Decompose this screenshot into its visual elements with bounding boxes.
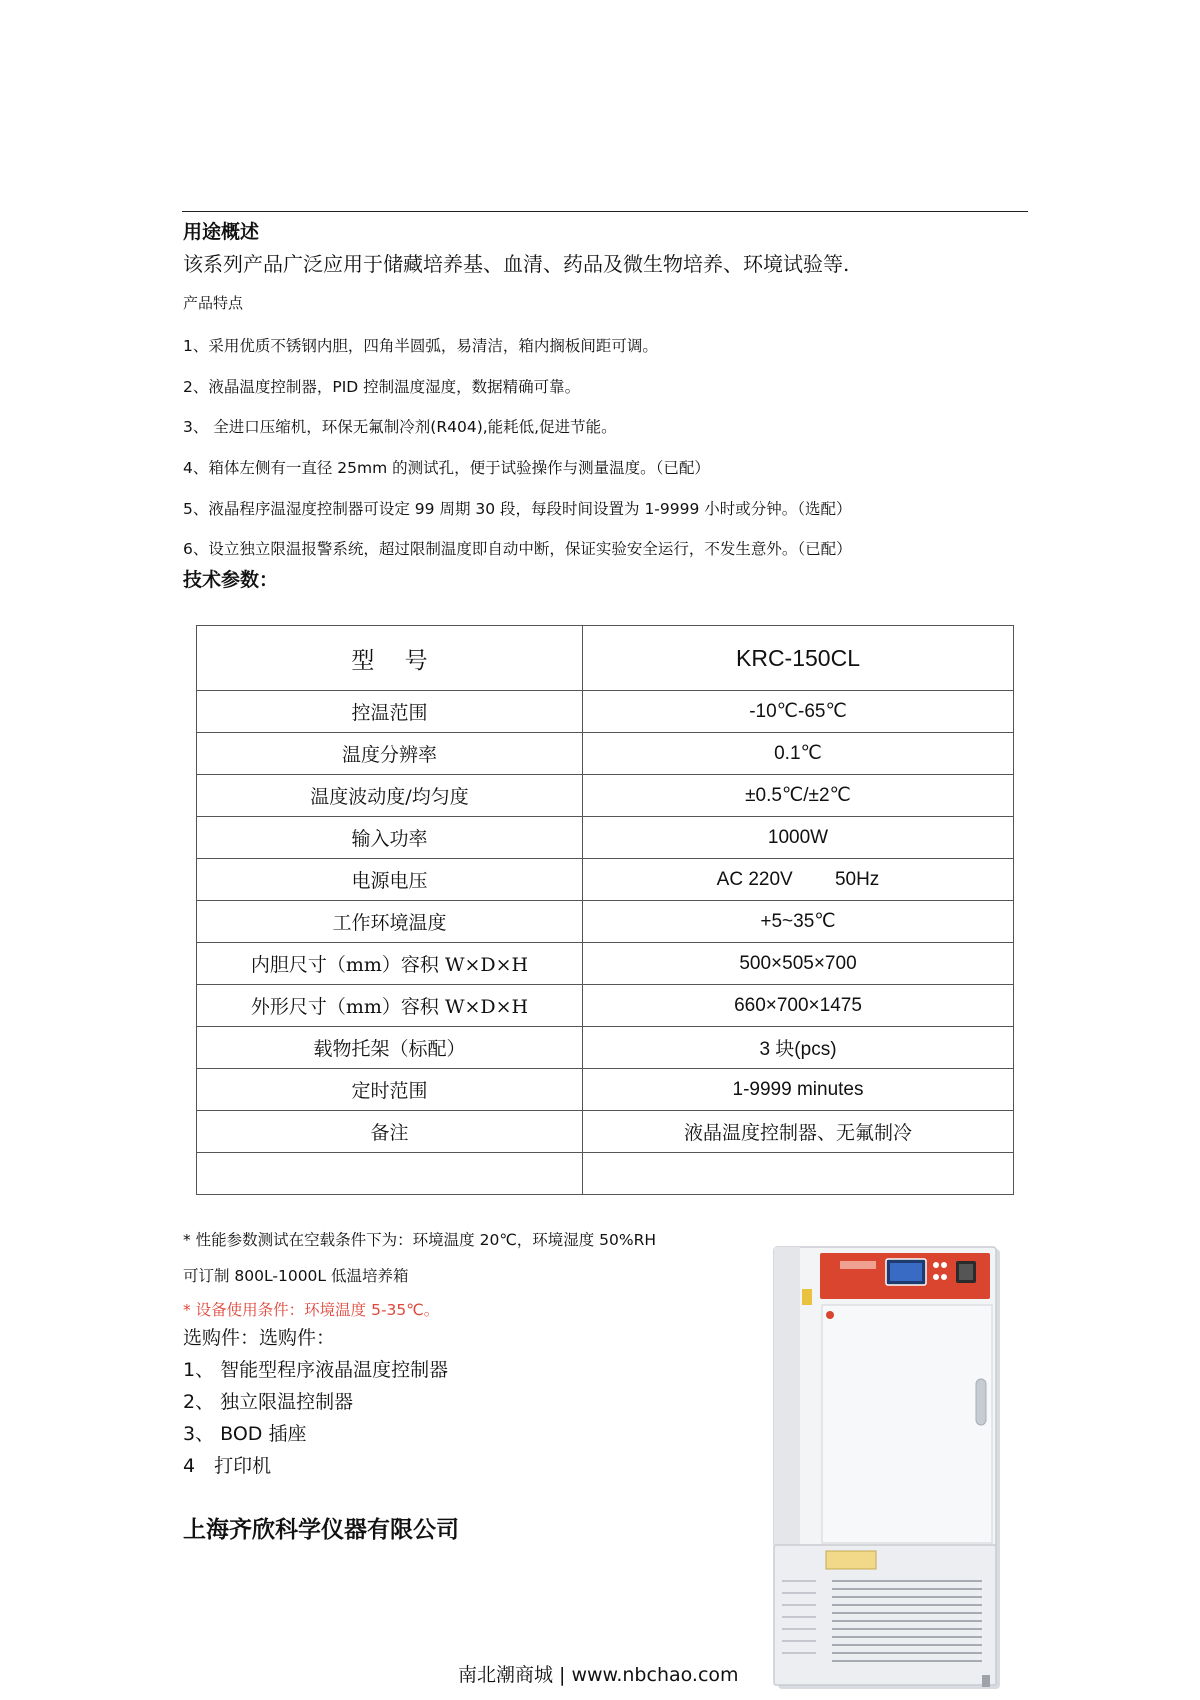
spec-label: 外形尺寸（mm）容积 W×D×H	[197, 985, 583, 1027]
spec-value: AC 220V 50Hz	[583, 859, 1014, 901]
feature-item-6: 6、设立独立限温报警系统，超过限制温度即自动中断，保证实验安全运行，不发生意外。（已配）	[183, 540, 852, 558]
spec-label: 电源电压	[197, 859, 583, 901]
spec-heading: 技术参数：	[183, 569, 279, 591]
option-item-2: 2、 独立限温控制器	[183, 1391, 354, 1413]
spec-label: 输入功率	[197, 817, 583, 859]
spec-row	[197, 733, 1014, 775]
spec-row	[197, 775, 1014, 817]
spec-label: 温度分辨率	[197, 733, 583, 775]
spec-label	[197, 1153, 583, 1195]
usage-heading: 用途概述	[183, 221, 260, 243]
feature-item-3: 3、 全进口压缩机，环保无氟制冷剂(R404),能耗低,促进节能。	[183, 418, 617, 436]
spec-value: +5~35℃	[583, 901, 1014, 943]
feature-item-5: 5、液晶程序温湿度控制器可设定 99 周期 30 段，每段时间设置为 1-9999 小时或分钟。（选配）	[183, 500, 852, 518]
spec-header-row	[197, 626, 1014, 691]
spec-header-value: KRC-150CL	[583, 626, 1014, 691]
top-rule	[182, 211, 1028, 212]
spec-value: -10℃-65℃	[583, 691, 1014, 733]
company-name: 上海齐欣科学仪器有限公司	[183, 1516, 459, 1543]
spec-row	[197, 1111, 1014, 1153]
spec-value: 3 块(pcs)	[583, 1027, 1014, 1069]
spec-row	[197, 901, 1014, 943]
spec-label: 温度波动度/均匀度	[197, 775, 583, 817]
spec-label: 载物托架（标配）	[197, 1027, 583, 1069]
spec-value	[583, 1153, 1014, 1195]
spec-value: 1000W	[583, 817, 1014, 859]
spec-value: 液晶温度控制器、无氟制冷	[583, 1111, 1014, 1153]
usage-description: 该系列产品广泛应用于储藏培养基、血清、药品及微生物培养、环境试验等.	[183, 252, 850, 276]
footer-site[interactable]: 南北潮商城 | www.nbchao.com	[458, 1664, 739, 1686]
features-heading: 产品特点	[183, 294, 244, 312]
spec-value: ±0.5℃/±2℃	[583, 775, 1014, 817]
custom-order-note: 可订制 800L-1000L 低温培养箱	[183, 1267, 409, 1285]
feature-item-4: 4、箱体左侧有一直径 25mm 的测试孔，便于试验操作与测量温度。（已配）	[183, 459, 710, 477]
usage-condition-note: * 设备使用条件：环境温度 5-35℃。	[183, 1301, 440, 1319]
feature-item-1: 1、采用优质不锈钢内胆，四角半圆弧，易清洁，箱内搁板间距可调。	[183, 337, 658, 355]
spec-row	[197, 1027, 1014, 1069]
spec-row	[197, 1069, 1014, 1111]
options-heading: 选购件：选购件：	[183, 1327, 336, 1349]
spec-label: 工作环境温度	[197, 901, 583, 943]
spec-value: 660×700×1475	[583, 985, 1014, 1027]
option-item-1: 1、 智能型程序液晶温度控制器	[183, 1359, 449, 1381]
spec-label: 控温范围	[197, 691, 583, 733]
test-condition-note: * 性能参数测试在空载条件下为：环境温度 20℃，环境湿度 50%RH	[183, 1231, 657, 1249]
feature-item-2: 2、液晶温度控制器，PID 控制温度湿度，数据精确可靠。	[183, 378, 581, 396]
spec-row-empty	[197, 1153, 1014, 1195]
spec-table	[196, 625, 1014, 1195]
spec-value: 0.1℃	[583, 733, 1014, 775]
spec-row	[197, 943, 1014, 985]
spec-header-label: 型 号	[197, 626, 583, 691]
spec-row	[197, 817, 1014, 859]
incubator-product-image	[768, 1245, 1008, 1700]
spec-row	[197, 859, 1014, 901]
spec-label: 定时范围	[197, 1069, 583, 1111]
spec-label: 内胆尺寸（mm）容积 W×D×H	[197, 943, 583, 985]
spec-row	[197, 985, 1014, 1027]
spec-value: 500×505×700	[583, 943, 1014, 985]
option-item-4: 4 打印机	[183, 1455, 272, 1477]
spec-label: 备注	[197, 1111, 583, 1153]
spec-value: 1-9999 minutes	[583, 1069, 1014, 1111]
option-item-3: 3、 BOD 插座	[183, 1423, 307, 1445]
spec-row	[197, 691, 1014, 733]
